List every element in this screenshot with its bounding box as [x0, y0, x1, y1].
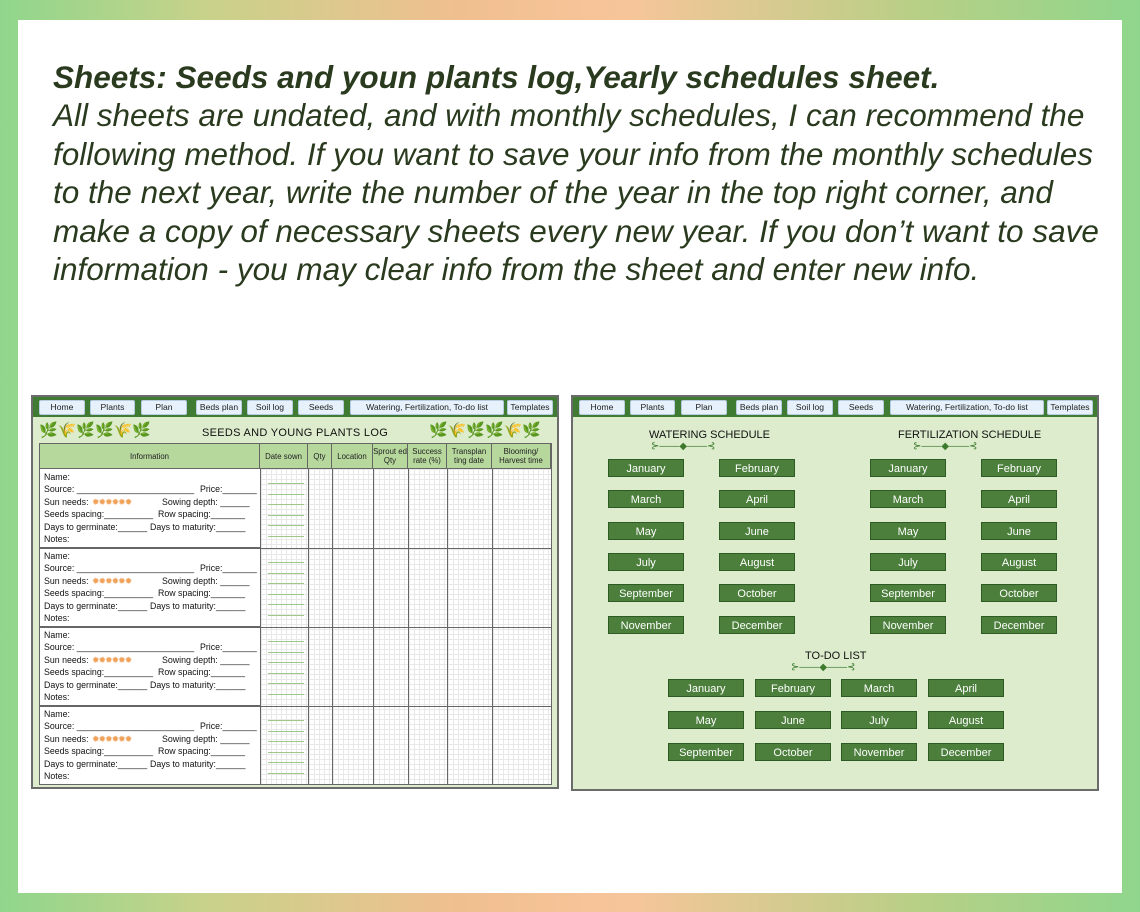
watering-month-button[interactable]: January: [608, 459, 684, 477]
record-label: Days to maturity:______: [150, 521, 246, 532]
fertilization-month-button[interactable]: March: [870, 490, 946, 508]
record-label: Source: ________________________: [44, 484, 195, 495]
fertilization-month-button[interactable]: December: [981, 616, 1057, 634]
fertilization-month-button[interactable]: October: [981, 584, 1057, 602]
sun-icons: ✹✹✹✹✹✹: [92, 496, 132, 507]
record-label: Price:_______: [200, 563, 257, 574]
watering-month-button[interactable]: August: [719, 553, 795, 571]
record-label: Sowing depth: ______: [162, 733, 250, 744]
nav-plants[interactable]: Plants: [90, 400, 135, 415]
todo-month-button[interactable]: October: [755, 743, 831, 761]
row-divider: [40, 548, 551, 549]
watering-schedule-title: WATERING SCHEDULE: [649, 429, 771, 441]
record-label: Days to germinate:______: [44, 758, 148, 769]
fertilization-month-button[interactable]: November: [870, 616, 946, 634]
fertilization-month-button[interactable]: July: [870, 553, 946, 571]
seed-log-sheet: [31, 395, 559, 789]
intro-title: Sheets: Seeds and youn plants log,Yearly schedules sheet.: [53, 59, 940, 95]
todo-list-title: TO-DO LIST: [805, 650, 867, 662]
record-label: Row spacing:_______: [158, 588, 246, 599]
date-entry-line: [268, 641, 304, 642]
leaf-ornament-right: 🌿🌾🌿🌿🌾🌿: [429, 422, 542, 439]
ornament-icon: ⊱——◆——⊰: [651, 441, 716, 452]
todo-month-button[interactable]: September: [668, 743, 744, 761]
todo-month-button[interactable]: December: [928, 743, 1004, 761]
date-entry-line: [268, 694, 304, 695]
nav-bar: [33, 397, 557, 417]
record-label: Row spacing:_______: [158, 509, 246, 520]
record-label: Source: ________________________: [44, 721, 195, 732]
date-entry-line: [268, 773, 304, 774]
header-cell: Blooming/ Harvest time: [492, 444, 551, 469]
date-entry-line: [268, 536, 304, 537]
nav-watering[interactable]: Watering, Fertilization, To-do list: [350, 400, 504, 415]
header-cell: Transplan ting date: [447, 444, 492, 469]
todo-month-button[interactable]: May: [668, 711, 744, 729]
record-label: Sowing depth: ______: [162, 654, 250, 665]
date-entry-line: [268, 683, 304, 684]
header-cell: Information: [40, 444, 260, 469]
todo-month-button[interactable]: July: [841, 711, 917, 729]
date-entry-line: [268, 652, 304, 653]
record-label: Days to germinate:______: [44, 521, 148, 532]
nav-plan[interactable]: Plan: [141, 400, 187, 415]
record-label: Sun needs:: [44, 496, 89, 507]
record-label: Name:: [44, 709, 70, 719]
watering-month-button[interactable]: December: [719, 616, 795, 634]
seed-log-table: [39, 443, 552, 785]
nav-templates[interactable]: Templates: [1047, 400, 1093, 415]
nav-beds-plan[interactable]: Beds plan: [196, 400, 242, 415]
watering-month-button[interactable]: October: [719, 584, 795, 602]
date-entry-line: [268, 573, 304, 574]
ornament-icon: ⊱——◆——⊰: [913, 441, 978, 452]
nav-templates[interactable]: Templates: [507, 400, 553, 415]
fertilization-schedule-title: FERTILIZATION SCHEDULE: [898, 429, 1042, 441]
date-entry-line: [268, 662, 304, 663]
nav-bar: [573, 397, 1097, 417]
nav-watering[interactable]: Watering, Fertilization, To-do list: [890, 400, 1044, 415]
date-entry-line: [268, 741, 304, 742]
log-record[interactable]: [40, 706, 260, 785]
row-divider: [40, 706, 551, 707]
todo-month-button[interactable]: March: [841, 679, 917, 697]
record-label: Name:: [44, 472, 70, 482]
record-label: Name:: [44, 630, 70, 640]
fertilization-month-button[interactable]: September: [870, 584, 946, 602]
header-cell: Qty: [308, 444, 332, 469]
nav-soil-log[interactable]: Soil log: [787, 400, 833, 415]
todo-month-button[interactable]: August: [928, 711, 1004, 729]
watering-month-button[interactable]: September: [608, 584, 684, 602]
seed-log-title: SEEDS AND YOUNG PLANTS LOG: [201, 427, 389, 439]
header-cell: Date sown: [260, 444, 308, 469]
record-label: Price:_______: [200, 721, 257, 732]
date-entry-line: [268, 752, 304, 753]
watering-month-button[interactable]: November: [608, 616, 684, 634]
sun-icons: ✹✹✹✹✹✹: [92, 575, 132, 586]
todo-month-button[interactable]: February: [755, 679, 831, 697]
watering-month-button[interactable]: May: [608, 522, 684, 540]
date-entry-line: [268, 594, 304, 595]
schedule-sheet: [571, 395, 1099, 791]
todo-month-button[interactable]: November: [841, 743, 917, 761]
record-label: Days to maturity:______: [150, 679, 246, 690]
log-record[interactable]: [40, 627, 260, 706]
record-label: Source: ________________________: [44, 642, 195, 653]
date-entry-line: [268, 615, 304, 616]
date-entry-line: [268, 504, 304, 505]
nav-plan[interactable]: Plan: [681, 400, 727, 415]
watering-month-button[interactable]: April: [719, 490, 795, 508]
leaf-ornament-left: 🌿🌾🌿🌿🌾🌿: [39, 422, 152, 439]
nav-soil-log[interactable]: Soil log: [247, 400, 293, 415]
record-label: Days to maturity:______: [150, 600, 246, 611]
todo-month-button[interactable]: June: [755, 711, 831, 729]
date-entry-line: [268, 673, 304, 674]
watering-month-button[interactable]: July: [608, 553, 684, 571]
date-entry-line: [268, 525, 304, 526]
nav-home[interactable]: Home: [39, 400, 85, 415]
date-entry-line: [268, 604, 304, 605]
record-label: Sun needs:: [44, 654, 89, 665]
record-label: Days to germinate:______: [44, 600, 148, 611]
record-label: Days to germinate:______: [44, 679, 148, 690]
record-label: Sun needs:: [44, 575, 89, 586]
fertilization-month-button[interactable]: June: [981, 522, 1057, 540]
date-entry-line: [268, 583, 304, 584]
fertilization-month-button[interactable]: August: [981, 553, 1057, 571]
watering-month-button[interactable]: June: [719, 522, 795, 540]
fertilization-month-button[interactable]: May: [870, 522, 946, 540]
nav-home[interactable]: Home: [579, 400, 625, 415]
header-cell: Location: [332, 444, 373, 469]
record-label: Seeds spacing:__________: [44, 509, 154, 520]
record-label: Notes:: [44, 534, 70, 544]
nav-seeds[interactable]: Seeds: [298, 400, 344, 415]
header-cell: Success rate (%): [408, 444, 447, 469]
date-entry-line: [268, 562, 304, 563]
record-label: Source: ________________________: [44, 563, 195, 574]
fertilization-month-button[interactable]: February: [981, 459, 1057, 477]
nav-plants[interactable]: Plants: [630, 400, 675, 415]
record-label: Seeds spacing:__________: [44, 746, 154, 757]
todo-month-button[interactable]: January: [668, 679, 744, 697]
record-label: Notes:: [44, 692, 70, 702]
record-label: Days to maturity:______: [150, 758, 246, 769]
intro-text: [53, 58, 1123, 288]
sun-icons: ✹✹✹✹✹✹: [92, 654, 132, 665]
watering-month-button[interactable]: March: [608, 490, 684, 508]
log-record[interactable]: [40, 548, 260, 627]
record-label: Row spacing:_______: [158, 746, 246, 757]
record-label: Price:_______: [200, 484, 257, 495]
nav-seeds[interactable]: Seeds: [838, 400, 884, 415]
log-record[interactable]: [40, 469, 260, 548]
intro-body: All sheets are undated, and with monthly schedules, I can recommend the following method. If you want to save your info from the monthly schedules to the next year, write the number of the year in the top right corner, and make a copy of necessary sheets every new year. If you don’t want to save information - you may clear info from the sheet and enter new info.: [53, 97, 1099, 288]
header-cell: Sprout ed Qty: [373, 444, 408, 469]
watering-month-button[interactable]: February: [719, 459, 795, 477]
record-label: Sowing depth: ______: [162, 575, 250, 586]
fertilization-month-button[interactable]: April: [981, 490, 1057, 508]
record-label: Name:: [44, 551, 70, 561]
date-entry-line: [268, 731, 304, 732]
date-entry-line: [268, 483, 304, 484]
sun-icons: ✹✹✹✹✹✹: [92, 733, 132, 744]
date-entry-line: [268, 762, 304, 763]
date-entry-line: [268, 720, 304, 721]
record-label: Seeds spacing:__________: [44, 667, 154, 678]
record-label: Seeds spacing:__________: [44, 588, 154, 599]
nav-beds-plan[interactable]: Beds plan: [736, 400, 782, 415]
record-label: Price:_______: [200, 642, 257, 653]
row-divider: [40, 627, 551, 628]
record-label: Notes:: [44, 771, 70, 781]
date-entry-line: [268, 515, 304, 516]
todo-month-button[interactable]: April: [928, 679, 1004, 697]
record-label: Sun needs:: [44, 733, 89, 744]
record-label: Sowing depth: ______: [162, 496, 250, 507]
record-label: Notes:: [44, 613, 70, 623]
record-label: Row spacing:_______: [158, 667, 246, 678]
date-entry-line: [268, 494, 304, 495]
ornament-icon: ⊱——◆——⊰: [791, 662, 856, 673]
fertilization-month-button[interactable]: January: [870, 459, 946, 477]
